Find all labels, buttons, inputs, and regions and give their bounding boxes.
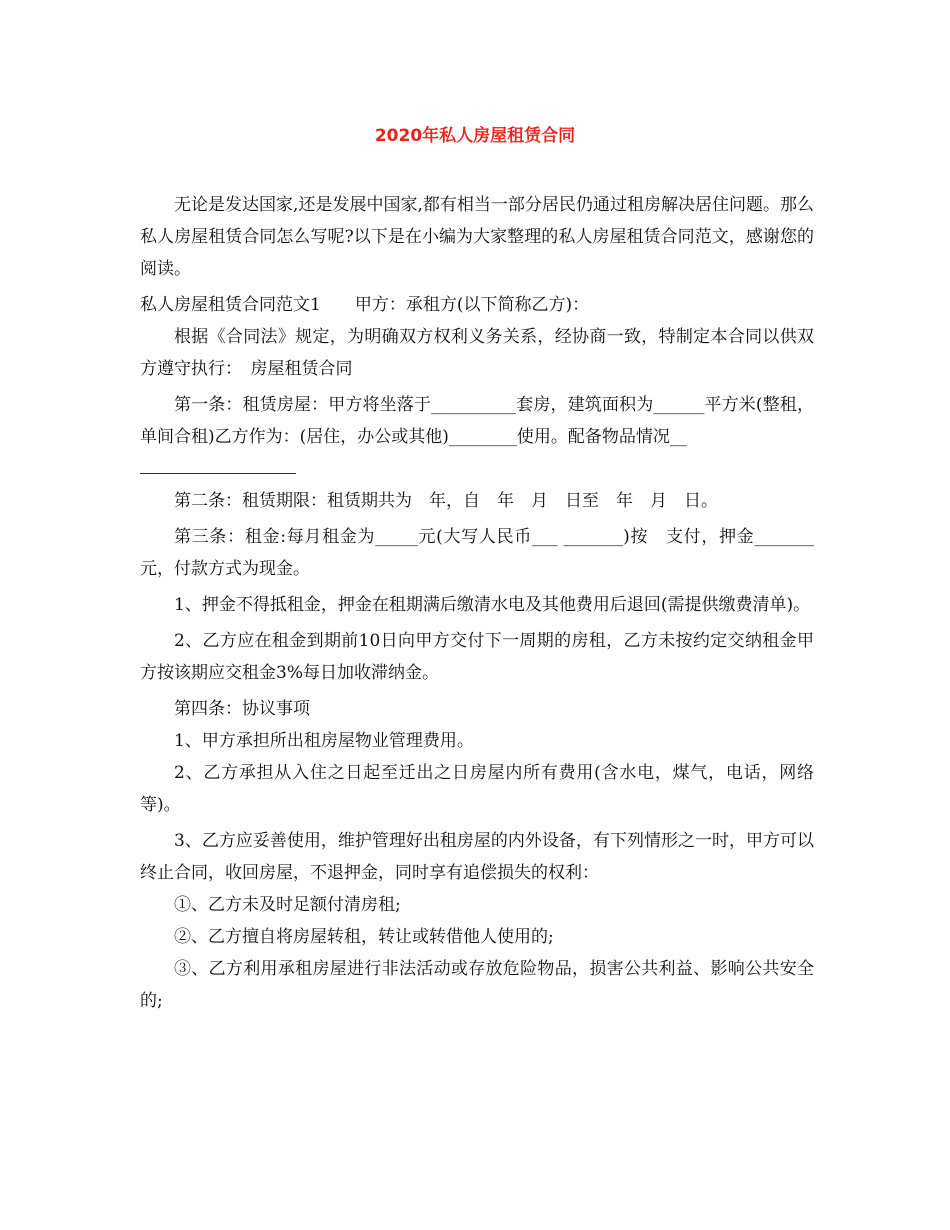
paragraph-intro: 无论是发达国家,还是发展中国家,都有相当一部分居民仍通过租房解决居住问题。那么私人房屋租赁合同怎么写呢?以下是在小编为大家整理的私人房屋租赁合同范文，感谢您的阅读。 bbox=[140, 195, 814, 279]
paragraph-payment-rule: 2、乙方应在租金到期前10日向甲方交付下一周期的房租，乙方未按约定交纳租金甲方按该期应交租金3%每日加收滞纳金。 bbox=[140, 631, 814, 683]
paragraph-case-1: ①、乙方未及时足额付清房租; bbox=[174, 895, 401, 915]
blank-fill-line bbox=[140, 453, 296, 485]
paragraph-article-1: 第一条：租赁房屋：甲方将坐落于__________套房，建筑面积为______平方米(整租，单间合租)乙方作为：(居住，办公或其他)________使用。配备物品情况__ bbox=[140, 395, 814, 447]
paragraph-article-3: 第三条：租金:每月租金为_____元(大写人民币___ _______)按 支付，押金_______元，付款方式为现金。 bbox=[140, 527, 814, 579]
paragraph-item-2: 2、乙方承担从入住之日起至迁出之日房屋内所有费用(含水电，煤气，电话，网络等)。 bbox=[140, 763, 814, 815]
paragraph-deposit-rule: 1、押金不得抵租金，押金在租期满后缴清水电及其他费用后退回(需提供缴费清单)。 bbox=[174, 595, 811, 615]
paragraph-article-2: 第二条：租赁期限：租赁期共为 年，自 年 月 日至 年 月 日。 bbox=[174, 491, 718, 511]
paragraph-case-3: ③、乙方利用承租房屋进行非法活动或存放危险物品，损害公共利益、影响公共安全的; bbox=[140, 959, 814, 1011]
paragraph-article-4: 第四条：协议事项 bbox=[174, 699, 310, 719]
paragraph-item-3: 3、乙方应妥善使用，维护管理好出租房屋的内外设备，有下列情形之一时，甲方可以终止合同，收回房屋，不退押金，同时享有追偿损失的权利： bbox=[140, 831, 814, 883]
paragraph-sample-heading: 私人房屋租赁合同范文1 甲方：承租方(以下简称乙方)： bbox=[140, 295, 590, 315]
paragraph-item-1: 1、甲方承担所出租房屋物业管理费用。 bbox=[174, 731, 474, 751]
document-title: 2020年私人房屋租赁合同 bbox=[374, 126, 576, 146]
paragraph-legal-basis: 根据《合同法》规定，为明确双方权利义务关系，经协商一致，特制定本合同以供双方遵守执行： 房屋租赁合同 bbox=[140, 327, 814, 379]
paragraph-case-2: ②、乙方擅自将房屋转租，转让或转借他人使用的; bbox=[174, 927, 554, 947]
document-body bbox=[140, 189, 814, 1017]
